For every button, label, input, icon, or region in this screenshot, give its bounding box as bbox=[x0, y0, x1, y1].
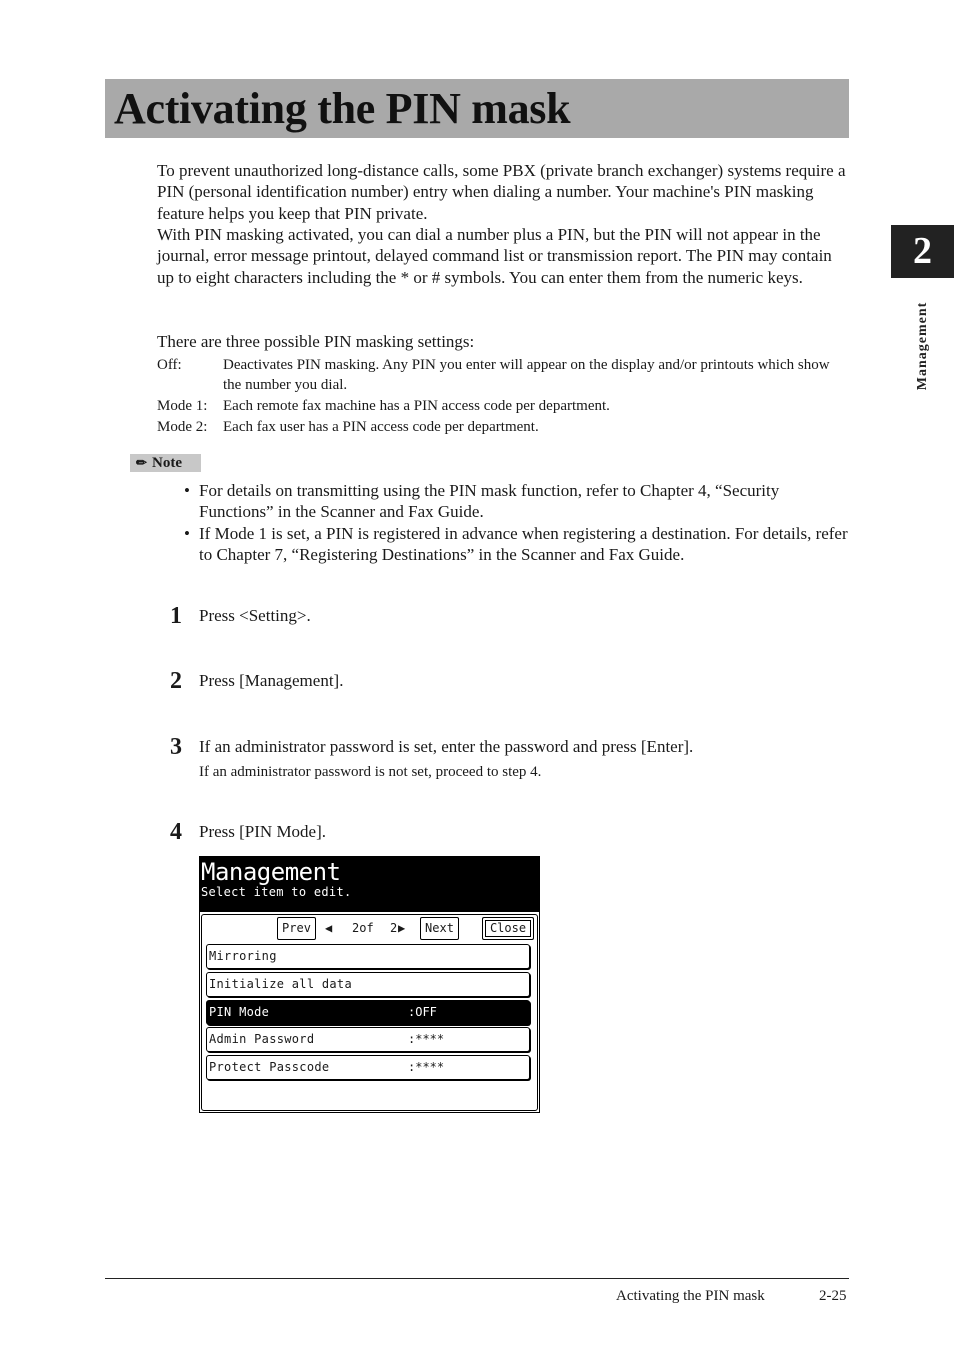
footer-page-number: 2-25 bbox=[819, 1288, 847, 1304]
menu-item-protect-passcode[interactable] bbox=[206, 1055, 530, 1080]
menu-item-pin-mode[interactable] bbox=[206, 1000, 530, 1025]
step-number: 4 bbox=[170, 819, 182, 845]
menu-item-value: :OFF bbox=[408, 1005, 437, 1019]
menu-item-mirroring[interactable] bbox=[206, 944, 530, 969]
step-number: 3 bbox=[170, 734, 182, 760]
mode-key: Mode 1: bbox=[157, 398, 208, 414]
mode-desc: Each remote fax machine has a PIN access code per department. bbox=[223, 398, 610, 414]
close-button[interactable]: Close bbox=[482, 917, 534, 940]
menu-item-initialize-all-data[interactable] bbox=[206, 972, 530, 997]
menu-item-label: Initialize all data bbox=[209, 977, 352, 991]
settings-lead: There are three possible PIN masking settings: bbox=[157, 332, 475, 351]
footer-title: Activating the PIN mask bbox=[616, 1288, 765, 1304]
mode-key: Off: bbox=[157, 357, 182, 373]
step-number: 2 bbox=[170, 668, 182, 694]
step-text: Press [PIN Mode]. bbox=[199, 822, 327, 841]
note-text: If Mode 1 is set, a PIN is registered in advance when registering a destination. For details, refer to Chapter 7, “Registering Destinations” in the Scanner and Fax Guide. bbox=[199, 524, 848, 565]
intro-paragraph-2: With PIN masking activated, you can dial a number plus a PIN, but the PIN will not appear in the journal, error message printout, delayed command list or transmission report. The PIN may contain up to eight characters including the * or # symbols. You can enter them from the numeric keys. bbox=[157, 225, 832, 287]
prev-button[interactable]: Prev bbox=[277, 917, 316, 940]
pencil-icon: ✏ bbox=[136, 455, 147, 470]
menu-item-label: Mirroring bbox=[209, 949, 277, 963]
step-text: Press <Setting>. bbox=[199, 606, 311, 625]
chapter-side-label: Management bbox=[915, 301, 930, 391]
screen-subtitle: Select item to edit. bbox=[201, 885, 352, 899]
left-arrow-icon[interactable]: ◀ bbox=[325, 921, 333, 935]
title-bar bbox=[105, 79, 849, 138]
note-badge bbox=[130, 454, 201, 472]
step-text: Press [Management]. bbox=[199, 671, 344, 690]
menu-item-label: Admin Password bbox=[209, 1032, 315, 1046]
screen-title: Management bbox=[201, 858, 341, 886]
note-label: Note bbox=[152, 455, 182, 471]
bullet-icon: • bbox=[184, 524, 190, 543]
page-total: 2 bbox=[390, 921, 398, 935]
menu-item-admin-password[interactable] bbox=[206, 1027, 530, 1052]
step-subtext: If an administrator password is not set, proceed to step 4. bbox=[199, 764, 542, 780]
mode-key: Mode 2: bbox=[157, 419, 208, 435]
management-screen bbox=[199, 856, 540, 1113]
note-text: For details on transmitting using the PIN mask function, refer to Chapter 4, “Security Functions” in the Scanner and Fax Guide. bbox=[199, 481, 780, 522]
menu-item-label: PIN Mode bbox=[209, 1005, 270, 1019]
step-number: 1 bbox=[170, 603, 182, 629]
bullet-icon: • bbox=[184, 481, 190, 500]
page-current: 2of bbox=[352, 921, 374, 935]
menu-item-value: :**** bbox=[408, 1060, 445, 1074]
mode-desc: Deactivates PIN masking. Any PIN you enter will appear on the display and/or printouts which show the number you dial. bbox=[223, 357, 830, 393]
next-button[interactable]: Next bbox=[420, 917, 459, 940]
screen-header bbox=[200, 857, 539, 912]
chapter-tab: 2 bbox=[891, 225, 954, 278]
step-text: If an administrator password is set, enter the password and press [Enter]. bbox=[199, 737, 694, 756]
page-title: Activating the PIN mask bbox=[114, 84, 571, 133]
right-arrow-icon[interactable]: ▶ bbox=[398, 921, 406, 935]
menu-item-label: Protect Passcode bbox=[209, 1060, 330, 1074]
footer-divider bbox=[105, 1278, 849, 1279]
menu-item-value: :**** bbox=[408, 1032, 445, 1046]
intro-paragraph-1: To prevent unauthorized long-distance calls, some PBX (private branch exchanger) systems require a PIN (personal identification number) entry when dialing a number. Your machine's PIN masking feature helps you keep that PIN private. bbox=[157, 161, 846, 223]
mode-desc: Each fax user has a PIN access code per department. bbox=[223, 419, 539, 435]
